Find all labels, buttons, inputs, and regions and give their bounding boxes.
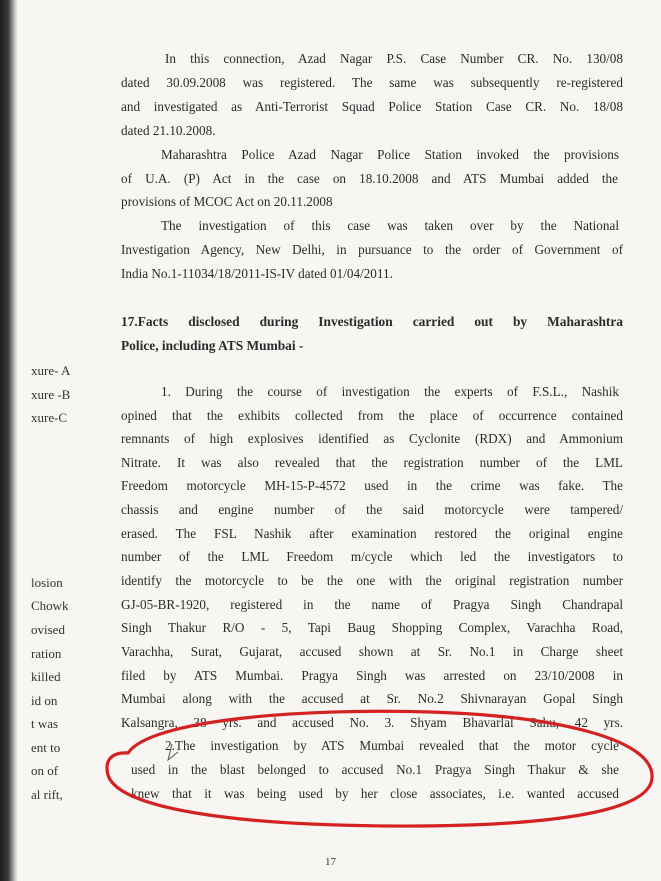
text-line: 1. During the course of investigation the experts of F.S.L., Nashik [161,384,619,399]
margin-note: ovised [31,622,65,637]
text-line: number of the LML Freedom m/cycle which led the investigators to [121,549,623,564]
text-line: GJ-05-BR-1920, registered in the name of Pragya Singh Chandrapal [121,597,623,612]
text-line: Nitrate. It was also revealed that the registration number of the LML [121,455,623,470]
text-line: erased. The FSL Nashik after examination restored the original engine [121,526,623,541]
margin-note: al rift, [31,787,63,802]
text-line: Kalsangra, 38 yrs. and accused No. 3. Shyam Bhavarlal Sahu, 42 yrs. [121,715,623,730]
margin-note: t was [31,716,59,731]
red-circle-stroke [107,711,652,826]
text-line: dated 30.09.2008 was registered. The same was subsequently re-registered [121,75,623,90]
text-line: Singh Thakur R/O - 5, Tapi Baug Shopping Complex, Varachha Road, [121,620,623,635]
page-number: 17 [325,856,336,868]
text-line: Freedom motorcycle MH-15-P-4572 used in the crime was fake. The [121,478,623,493]
text-line: provisions of MCOC Act on 20.11.2008 [121,194,333,209]
text-line: remnants of high explosives identified as Cyclonite (RDX) and Ammonium [121,431,623,446]
text-line: filed by ATS Mumbai. Pragya Singh was arrested on 23/10/2008 in [121,668,623,683]
margin-note: id on [31,693,58,708]
text-line: knew that it was being used by her close associates, i.e. wanted accused [131,786,619,801]
margin-note: xure- A [31,363,71,378]
text-line: Investigation Agency, New Delhi, in pursuance to the order of Government of [121,242,623,257]
text-line: Maharashtra Police Azad Nagar Police Station invoked the provisions [161,147,619,162]
margin-note: losion [31,575,63,590]
text-line: The investigation of this case was taken over by the National [161,218,619,233]
margin-note: killed [31,669,61,684]
margin-note: ration [31,646,62,661]
text-line: Varachha, Surat, Gujarat, accused shown at Sr. No.1 in Charge sheet [121,644,623,659]
margin-note: Chowk [31,598,69,613]
text-line: In this connection, Azad Nagar P.S. Case Number CR. No. 130/08 [165,51,623,66]
section-heading: 17.Facts disclosed during Investigation carried out by Maharashtra [121,314,623,329]
text-line: and investigated as Anti-Terrorist Squad Police Station Case CR. No. 18/08 [121,99,623,114]
text-line: opined that the exhibits collected from the place of occurrence contained [121,408,623,423]
section-heading: Police, including ATS Mumbai - [121,338,304,353]
text-line: 2.The investigation by ATS Mumbai revealed that the motor cycle [165,738,619,753]
text-line: identify the motorcycle to be the one with the original registration number [121,573,623,588]
margin-note: xure-C [31,410,68,425]
pen-mark-icon [168,744,178,760]
text-line: Mumbai along with the accused at Sr. No.2 Shivnarayan Gopal Singh [121,691,623,706]
text-line: India No.1-11034/18/2011-IS-IV dated 01/04/2011. [121,266,393,281]
text-line: of U.A. (P) Act in the case on 18.10.2008 and ATS Mumbai added the [121,171,618,186]
margin-note: on of [31,763,59,778]
margin-note: xure -B [31,387,71,402]
text-line: used in the blast belonged to accused No.1 Pragya Singh Thakur & she [131,762,619,777]
text-line: chassis and engine number of the said motorcycle were tampered/ [121,502,623,517]
text-line: dated 21.10.2008. [121,123,216,138]
margin-note: ent to [31,740,61,755]
